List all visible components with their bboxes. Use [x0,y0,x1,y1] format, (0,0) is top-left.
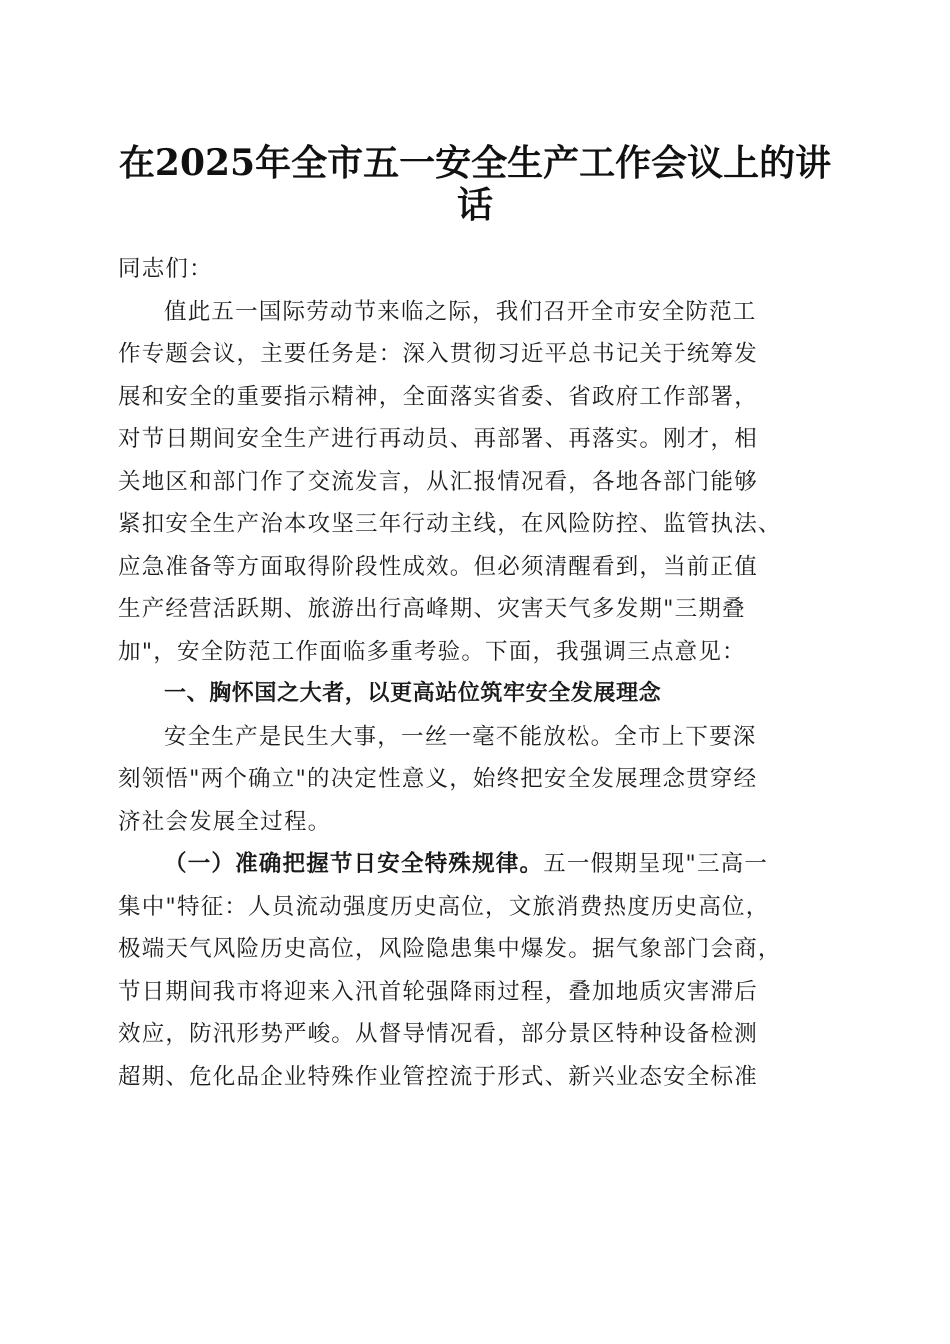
document-body [118,248,838,1098]
paragraph-1-line: 应急准备等方面取得阶段性成效。但必须清醒看到，当前正值 [118,553,758,580]
paragraph-3-line: 节日期间我市将迎来入汛首轮强降雨过程，叠加地质灾害滞后 [118,978,758,1005]
paragraph-1-line: 值此五一国际劳动节来临之际，我们召开全市安全防范工 [164,298,757,325]
paragraph-1-line: 作专题会议，主要任务是：深入贯彻习近平总书记关于统筹发 [118,341,758,367]
section-1-heading: 一、胸怀国之大者，以更高站位筑牢安全发展理念 [164,681,662,706]
subsection-1-heading: （一）准确把握节日安全特殊规律。 [164,851,544,877]
paragraph-2-line: 刻领悟"两个确立"的决定性意义，始终把安全发展理念贯穿经 [118,766,758,792]
paragraph-2-line: 安全生产是民生大事，一丝一毫不能放松。全市上下要深 [164,723,757,750]
document-title-line-1: 在2025年全市五一安全生产工作会议上的讲 [118,142,832,184]
paragraph-1-line: 对节日期间安全生产进行再动员、再部署、再落实。刚才，相 [118,426,758,452]
paragraph-1-line: 展和安全的重要指示精神，全面落实省委、省政府工作部署， [118,383,758,410]
document-title-line-2: 话 [456,184,493,226]
paragraph-3-line: 极端天气风险历史高位，风险隐患集中爆发。据气象部门会商， [118,936,782,962]
paragraph-3-line: 效应，防汛形势严峻。从督导情况看，部分景区特种设备检测 [118,1021,758,1047]
paragraph-3-line: 超期、危化品企业特殊作业管控流于形式、新兴业态安全标准 [118,1063,758,1090]
paragraph-1-line: 关地区和部门作了交流发言，从汇报情况看，各地各部门能够 [118,468,758,495]
paragraph-3-first-line [118,843,838,886]
paragraph-2-line: 济社会发展全过程。 [118,808,332,835]
paragraph-3-first-rest: 五一假期呈现"三高一 [543,851,769,877]
salutation: 同志们： [118,256,213,282]
paragraph-1-line: 加"，安全防范工作面临多重考验。下面，我强调三点意见： [118,638,746,665]
paragraph-1-line: 生产经营活跃期、旅游出行高峰期、灾害天气多发期"三期叠 [118,596,746,622]
paragraph-3-line: 集中"特征：人员流动强度历史高位，文旅消费热度历史高位， [118,893,770,920]
paragraph-1-line: 紧扣安全生产治本攻坚三年行动主线，在风险防控、监管执法、 [118,511,782,537]
